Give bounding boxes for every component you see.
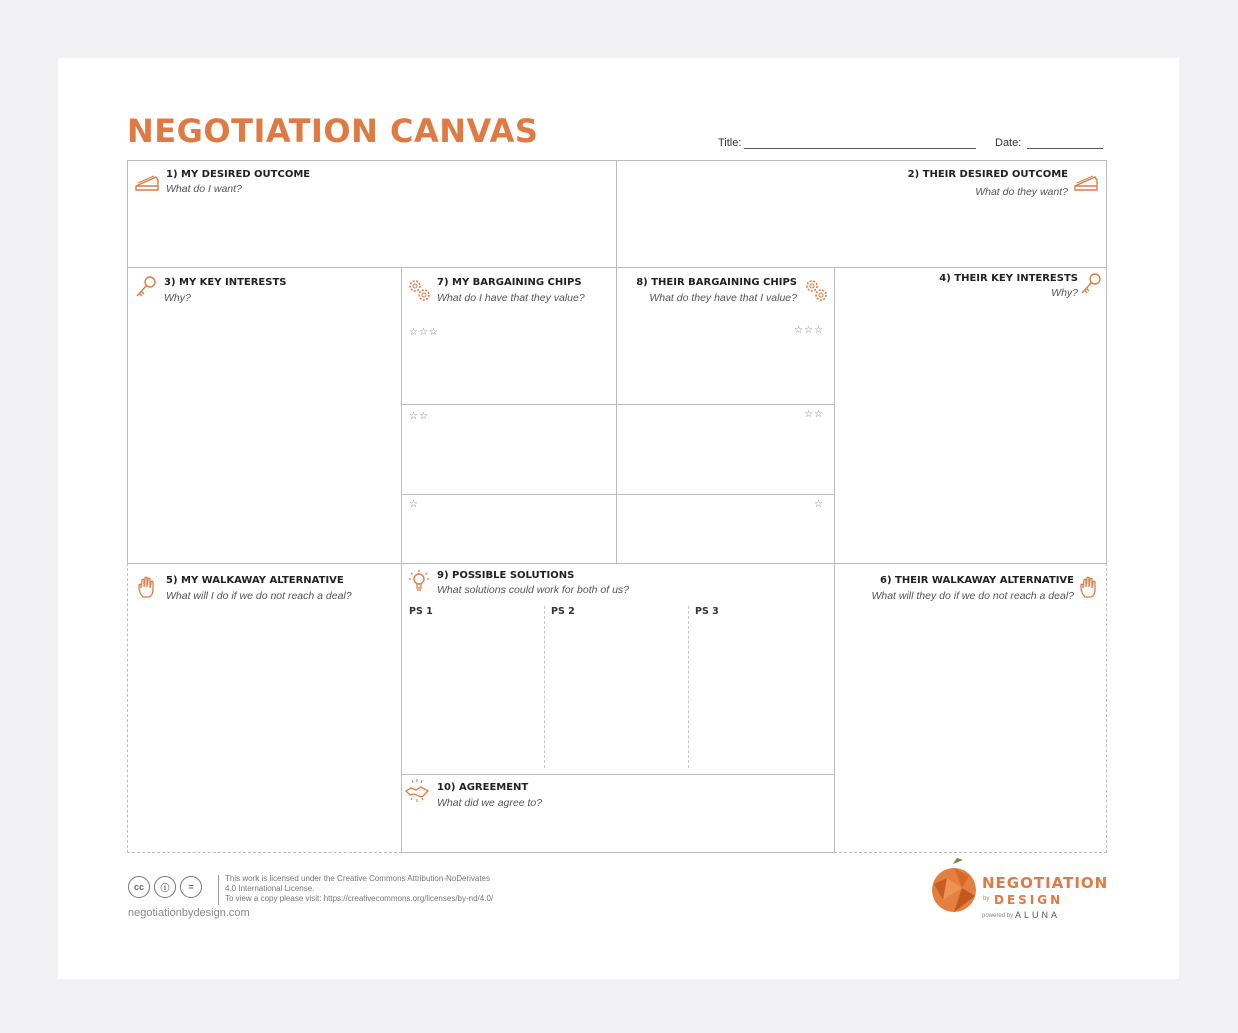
two-star-label: ☆☆ (409, 411, 429, 422)
stop-hand-icon (1077, 575, 1103, 601)
section-3-question: Why? (164, 292, 191, 304)
section-7-title: 7) MY BARGAINING CHIPS (437, 277, 582, 288)
two-star-label: ☆☆ (804, 409, 824, 420)
solution-1-label: PS 1 (409, 606, 433, 617)
logo-aluna: ALUNA (1015, 910, 1061, 920)
three-star-label: ☆☆☆ (409, 327, 439, 338)
section-3-title: 3) MY KEY INTERESTS (164, 277, 287, 288)
section-5-question: What will I do if we do not reach a deal? (166, 590, 352, 602)
section-10-question: What did we agree to? (437, 797, 543, 809)
cake-slice-icon (134, 168, 160, 194)
section-9-question: What solutions could work for both of us? (437, 584, 630, 596)
section-7-question: What do I have that they value? (437, 292, 585, 304)
section-5-title: 5) MY WALKAWAY ALTERNATIVE (166, 575, 344, 586)
section-my-chips-one[interactable] (401, 494, 617, 564)
section-2-title: 2) THEIR DESIRED OUTCOME (907, 169, 1068, 180)
solution-3-label: PS 3 (695, 606, 719, 617)
section-their-chips-two[interactable] (616, 404, 835, 495)
handshake-icon (404, 778, 430, 804)
one-star-label: ☆ (814, 499, 824, 510)
solution-2-label: PS 2 (551, 606, 575, 617)
logo-powered-by: powered by (982, 913, 1014, 919)
section-my-key-interests[interactable] (127, 267, 402, 564)
no-derivatives-icon: = (180, 876, 202, 898)
section-8-title: 8) THEIR BARGAINING CHIPS (636, 277, 797, 288)
stop-hand-icon (135, 575, 161, 601)
key-icon (133, 274, 159, 300)
section-10-title: 10) AGREEMENT (437, 782, 529, 793)
lightbulb-icon (406, 568, 432, 594)
creative-commons-badges (128, 876, 202, 898)
logo-design: DESIGN (994, 893, 1064, 907)
license-line-3[interactable]: To view a copy please visit: https://creativecommons.org/licenses/by-nd/4.0/ (225, 894, 494, 903)
section-1-title: 1) MY DESIRED OUTCOME (166, 169, 311, 180)
section-their-chips-one[interactable] (616, 494, 835, 564)
license-line-1: This work is licensed under the Creative Commons Attribution-NoDerivates (225, 874, 490, 883)
logo-negotiation: NEGOTIATION (982, 874, 1109, 892)
title-line[interactable] (744, 148, 976, 149)
solution-divider (688, 606, 689, 768)
cake-slice-icon (1073, 168, 1099, 194)
website-link[interactable]: negotiationbydesign.com (128, 907, 250, 919)
section-my-chips-two[interactable] (401, 404, 617, 495)
license-divider (218, 875, 219, 905)
section-9-title: 9) POSSIBLE SOLUTIONS (437, 570, 575, 581)
page-title: NEGOTIATION CANVAS (127, 112, 539, 150)
date-label: Date: (995, 137, 1022, 149)
license-line-2: 4.0 International License. (225, 884, 315, 893)
section-4-title: 4) THEIR KEY INTERESTS (939, 273, 1078, 284)
key-icon (1078, 271, 1104, 297)
section-my-walkaway[interactable] (127, 563, 402, 853)
solution-divider (544, 606, 545, 768)
three-star-label: ☆☆☆ (794, 325, 824, 336)
date-line[interactable] (1027, 148, 1103, 149)
section-1-question: What do I want? (166, 183, 242, 195)
section-2-question: What do they want? (975, 186, 1068, 198)
section-their-walkaway[interactable] (834, 563, 1107, 853)
orange-logo-icon (929, 856, 979, 916)
title-label: Title: (718, 137, 742, 149)
section-4-question: Why? (1051, 287, 1078, 299)
section-8-question: What do they have that I value? (649, 292, 797, 304)
gears-icon (406, 277, 432, 303)
cc-icon: cc (128, 876, 150, 898)
logo-by: by (983, 896, 990, 902)
section-6-title: 6) THEIR WALKAWAY ALTERNATIVE (879, 575, 1074, 586)
section-their-key-interests[interactable] (834, 267, 1107, 564)
one-star-label: ☆ (409, 499, 419, 510)
license-text (225, 874, 493, 904)
section-6-question: What will they do if we do not reach a deal? (871, 590, 1074, 602)
attribution-icon: ⓘ (154, 876, 176, 898)
gears-icon (803, 277, 829, 303)
